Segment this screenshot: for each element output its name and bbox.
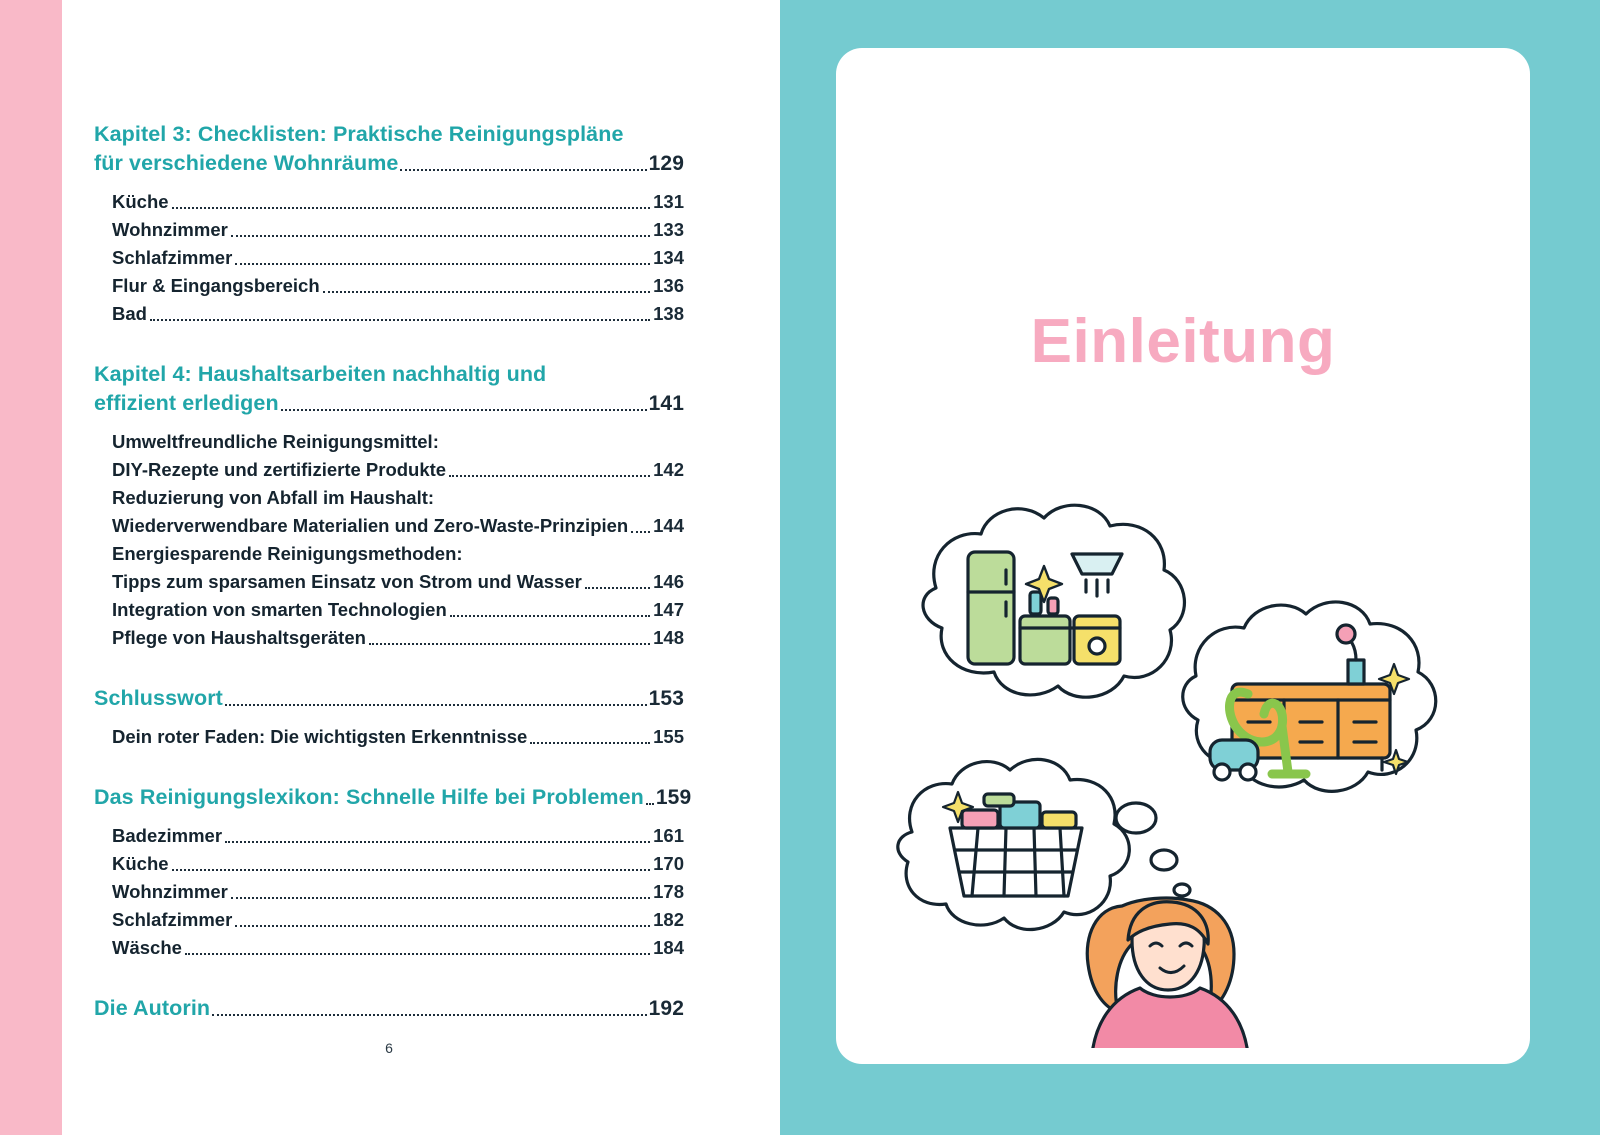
leader-dots [323,290,650,293]
toc-chapter-heading [94,684,684,713]
toc-page-number: 155 [653,726,684,747]
toc-chapter-title-line: Schlusswort [94,686,223,710]
toc-page-number: 182 [653,909,684,930]
toc-chapter-title-line: Das Reinigungslexikon: Schnelle Hilfe bei Problemen [94,785,644,809]
leader-dots [235,262,650,265]
toc-entry-label: Dein roter Faden: Die wichtigsten Erkenntnisse [112,726,528,747]
leader-dots [530,741,650,744]
toc-page-number: 142 [653,459,684,480]
toc-page-number: 159 [655,786,692,809]
pink-page-edge [0,0,62,1135]
toc-entry[interactable] [112,216,684,244]
toc-page-number: 133 [653,219,684,240]
toc-entry-first-line: Reduzierung von Abfall im Haushalt: [112,487,435,508]
toc-page-number: 138 [653,303,684,324]
leader-dots [185,952,650,955]
toc-entry-label: Schlafzimmer [112,909,233,930]
leader-dots [631,530,650,533]
toc-chapter-heading [94,783,692,812]
toc-entry-label: Wohnzimmer [112,881,228,902]
leader-dots [646,802,654,805]
toc-section [94,120,684,328]
toc-page-number: 134 [653,247,684,268]
toc-section [94,360,684,652]
toc-entry[interactable] [112,624,684,652]
toc-entry-label: Flur & Eingangsbereich [112,275,320,296]
toc-entry[interactable] [112,596,684,624]
leader-dots [369,642,650,645]
leader-dots [450,614,650,617]
toc-chapter-heading [94,360,684,418]
toc-chapter-heading [94,120,684,178]
toc-page-number: 161 [653,825,684,846]
toc-entry-label: Küche [112,191,169,212]
toc-entry-label: Schlafzimmer [112,247,233,268]
toc-entry-label: Tipps zum sparsamen Einsatz von Strom und Wasser [112,571,582,592]
toc-entry-label: DIY-Rezepte und zertifizierte Produkte [112,459,447,480]
toc-entry-label: Wäsche [112,937,182,958]
toc-entry[interactable] [112,723,684,751]
toc-entry[interactable] [112,850,684,878]
leader-dots [150,318,650,321]
toc-entry-label: Wohnzimmer [112,219,228,240]
toc-page-number: 170 [653,853,684,874]
toc-page-number: 192 [648,997,684,1020]
toc-entry[interactable] [112,484,684,540]
page-number: 6 [385,1040,393,1056]
leader-dots [231,896,650,899]
toc-page-number: 148 [653,627,684,648]
chapter-opener-card [836,48,1530,1064]
toc-page-number: 146 [653,571,684,592]
left-page [0,0,780,1135]
leader-dots [400,168,646,171]
toc-page-number: 131 [653,191,684,212]
toc-entry-label: Pflege von Haushaltsgeräten [112,627,366,648]
toc-entry-label: Bad [112,303,147,324]
page-title: Einleitung [1030,307,1336,376]
toc-page-number: 141 [648,392,684,415]
leader-dots [231,234,650,237]
toc-entry[interactable] [112,300,684,328]
leader-dots [235,924,650,927]
toc-entry[interactable] [112,878,684,906]
toc-page-number: 136 [653,275,684,296]
toc-entry[interactable] [112,822,684,850]
toc-section [94,994,684,1023]
toc-page-number: 153 [648,687,684,710]
toc-page-number: 147 [653,599,684,620]
toc-chapter-title-line: für verschiedene Wohnräume [94,151,399,175]
toc-entry-label: Wiederverwendbare Materialien und Zero-Waste-Prinzipien [112,515,629,536]
leader-dots [172,868,651,871]
toc-section [94,684,684,751]
toc-entry-label: Integration von smarten Technologien [112,599,447,620]
toc-entry[interactable] [112,428,684,484]
toc-entry-label: Badezimmer [112,825,223,846]
toc-entry-first-line: Umweltfreundliche Reinigungsmittel: [112,431,439,452]
leader-dots [212,1013,646,1016]
toc-section [94,783,692,962]
leader-dots [449,474,650,477]
toc-page-number: 144 [653,515,684,536]
toc-entry-label: Küche [112,853,169,874]
illustration-woman-with-thought-bubbles [896,488,1476,1048]
toc-page-number: 129 [648,152,684,175]
toc-entry[interactable] [112,188,684,216]
leader-dots [172,206,651,209]
table-of-contents [94,120,692,1029]
toc-entry[interactable] [112,272,684,300]
toc-page-number: 178 [653,881,684,902]
toc-chapter-heading [94,994,684,1023]
toc-chapter-title-line: Kapitel 4: Haushaltsarbeiten nachhaltig und [94,362,547,386]
leader-dots [585,586,650,589]
toc-entry[interactable] [112,906,684,934]
leader-dots [225,840,650,843]
right-page [780,0,1600,1135]
leader-dots [281,408,647,411]
toc-chapter-title-line: Kapitel 3: Checklisten: Praktische Reinigungspläne [94,122,624,146]
toc-chapter-title-line: Die Autorin [94,996,211,1020]
toc-entry[interactable] [112,540,684,596]
toc-entry[interactable] [112,934,684,962]
toc-chapter-title-line: effizient erledigen [94,391,279,415]
leader-dots [225,703,647,706]
toc-entry-first-line: Energiesparende Reinigungsmethoden: [112,543,463,564]
toc-entry[interactable] [112,244,684,272]
toc-page-number: 184 [653,937,684,958]
